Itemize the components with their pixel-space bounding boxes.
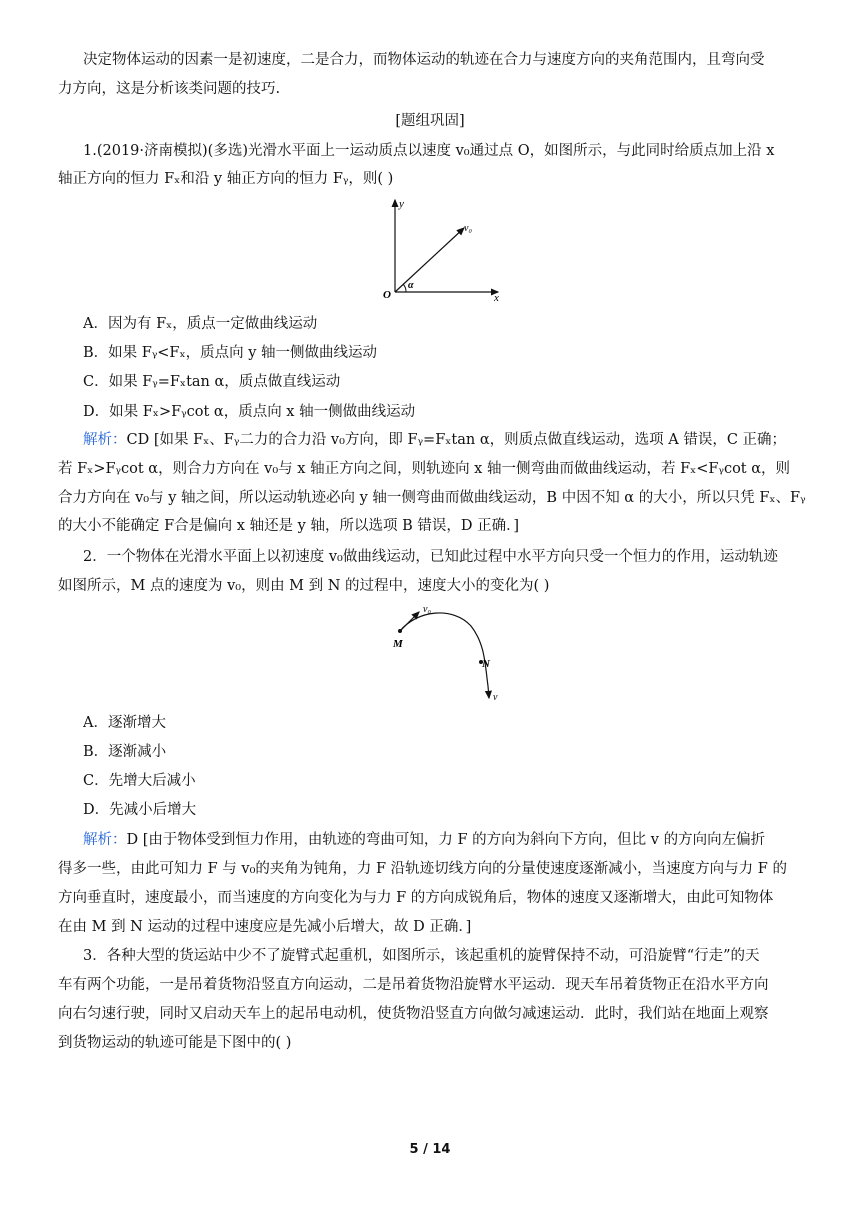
q1-analysis-line-4: 的大小不能确定 F合是偏向 x 轴还是 y 轴，所以选项 B 错误，D 正确．] <box>58 518 519 534</box>
q2-analysis-label: 解析： <box>83 832 127 848</box>
q3-stem-line-2: 车有两个功能，一是吊着货物沿竖直方向运动，二是吊着货物沿旋臂水平运动．现天车吊着货物正在沿水平方向 <box>58 977 769 993</box>
trajectory-curve <box>400 613 488 686</box>
v-arrow <box>488 686 489 698</box>
q2-analysis-text: D [由于物体受到恒力作用，由轨迹的弯曲可知，力 F 的方向为斜向下方向，但比 v 的方向向左偏折 <box>126 832 766 848</box>
q2-stem-line-1: 2．一个物体在光滑水平面上以初速度 v₀做曲线运动，已知此过程中水平方向只受一个恒力的作用，运动轨迹 <box>83 549 778 565</box>
q1-option-b: B．如果 Fᵧ<Fₓ，质点向 y 轴一侧做曲线运动 <box>83 345 378 361</box>
page-number: 5 / 14 <box>409 1142 451 1157</box>
q1-stem-line-2: 轴正方向的恒力 Fₓ和沿 y 轴正方向的恒力 Fᵧ，则( ) <box>58 171 394 187</box>
q1-stem-line-1: 1.(2019·济南模拟)(多选)光滑水平面上一运动质点以速度 v₀通过点 O，如图所示，与此同时给质点加上沿 x <box>83 143 775 159</box>
q2-analysis-line-3: 方向垂直时，速度最小，而当速度的方向变化为与力 F 的方向成锐角后，物体的速度又逐渐增大，由此可知物体 <box>58 890 774 906</box>
point-m <box>398 629 402 633</box>
angle-label: α <box>408 280 414 291</box>
q2-figure-trajectory <box>385 600 505 706</box>
y-axis-label: y <box>399 198 404 210</box>
q2-option-d: D．先减小后增大 <box>83 802 197 818</box>
q1-option-c: C．如果 Fᵧ=Fₓtan α，质点做直线运动 <box>83 374 341 390</box>
q1-analysis-line-2: 若 Fₓ>Fᵧcot α，则合力方向在 v₀与 x 轴正方向之间，则轨迹向 x 轴一侧弯曲而做曲线运动，若 Fₓ<Fᵧcot α，则 <box>58 461 791 477</box>
intro-line-1: 决定物体运动的因素一是初速度，二是合力，而物体运动的轨迹在合力与速度方向的夹角范围内，且弯向受 <box>83 52 765 68</box>
v-label: v <box>493 692 498 703</box>
q2-analysis-line-4: 在由 M 到 N 运动的过程中速度应是先减小后增大，故 D 正确．] <box>58 919 472 935</box>
intro-line-2: 力方向，这是分析该类问题的技巧. <box>58 81 281 97</box>
q1-option-d: D．如果 Fₓ>Fᵧcot α，质点向 x 轴一侧做曲线运动 <box>83 404 416 420</box>
m-label: M <box>393 638 403 650</box>
q1-figure-coordinate-diagram <box>378 194 508 302</box>
n-label: N <box>482 658 490 670</box>
q1-analysis-label: 解析： <box>83 432 127 448</box>
x-axis-label: x <box>494 292 499 302</box>
q3-stem-line-3: 向右匀速行驶，同时又启动天车上的起吊电动机，使货物沿竖直方向做匀减速运动．此时，我们站在地面上观察 <box>58 1006 769 1022</box>
q1-option-a: A．因为有 Fₓ，质点一定做曲线运动 <box>83 316 318 332</box>
angle-arc <box>403 284 406 292</box>
section-title: [题组巩固] <box>395 113 465 129</box>
q2-option-b: B．逐渐减小 <box>83 744 167 760</box>
v0-arrow <box>400 612 419 631</box>
q3-stem-line-4: 到货物运动的轨迹可能是下图中的( ) <box>58 1035 292 1051</box>
v0-label: v₀ <box>423 604 431 615</box>
q2-option-a: A．逐渐增大 <box>83 715 166 731</box>
q2-stem-line-2: 如图所示，M 点的速度为 v₀，则由 M 到 N 的过程中，速度大小的变化为( ) <box>58 578 550 594</box>
velocity-vector <box>395 228 464 292</box>
q1-analysis-line-1 <box>83 430 816 450</box>
q1-analysis-text: CD [如果 Fₓ、Fᵧ二力的合力沿 v₀方向，即 Fᵧ=Fₓtan α，则质点做直线运动，选项 A 错误，C 正确； <box>126 432 787 448</box>
q1-analysis-line-3: 合力方向在 v₀与 y 轴之间，所以运动轨迹必向 y 轴一侧弯曲而做曲线运动，B 中因不知 α 的大小，所以只凭 Fₓ、Fᵧ <box>58 490 806 506</box>
velocity-label: v₀ <box>464 223 472 234</box>
q2-analysis-line-1 <box>83 830 816 850</box>
q2-option-c: C．先增大后减小 <box>83 773 196 789</box>
q3-stem-line-1: 3．各种大型的货运站中少不了旋臂式起重机，如图所示，该起重机的旋臂保持不动，可沿旋臂“行走”的天 <box>83 948 760 964</box>
origin-label: O <box>383 289 391 301</box>
q2-analysis-line-2: 得多一些，由此可知力 F 与 v₀的夹角为钝角，力 F 沿轨迹切线方向的分量使速度逐渐减小，当速度方向与力 F 的 <box>58 861 787 877</box>
